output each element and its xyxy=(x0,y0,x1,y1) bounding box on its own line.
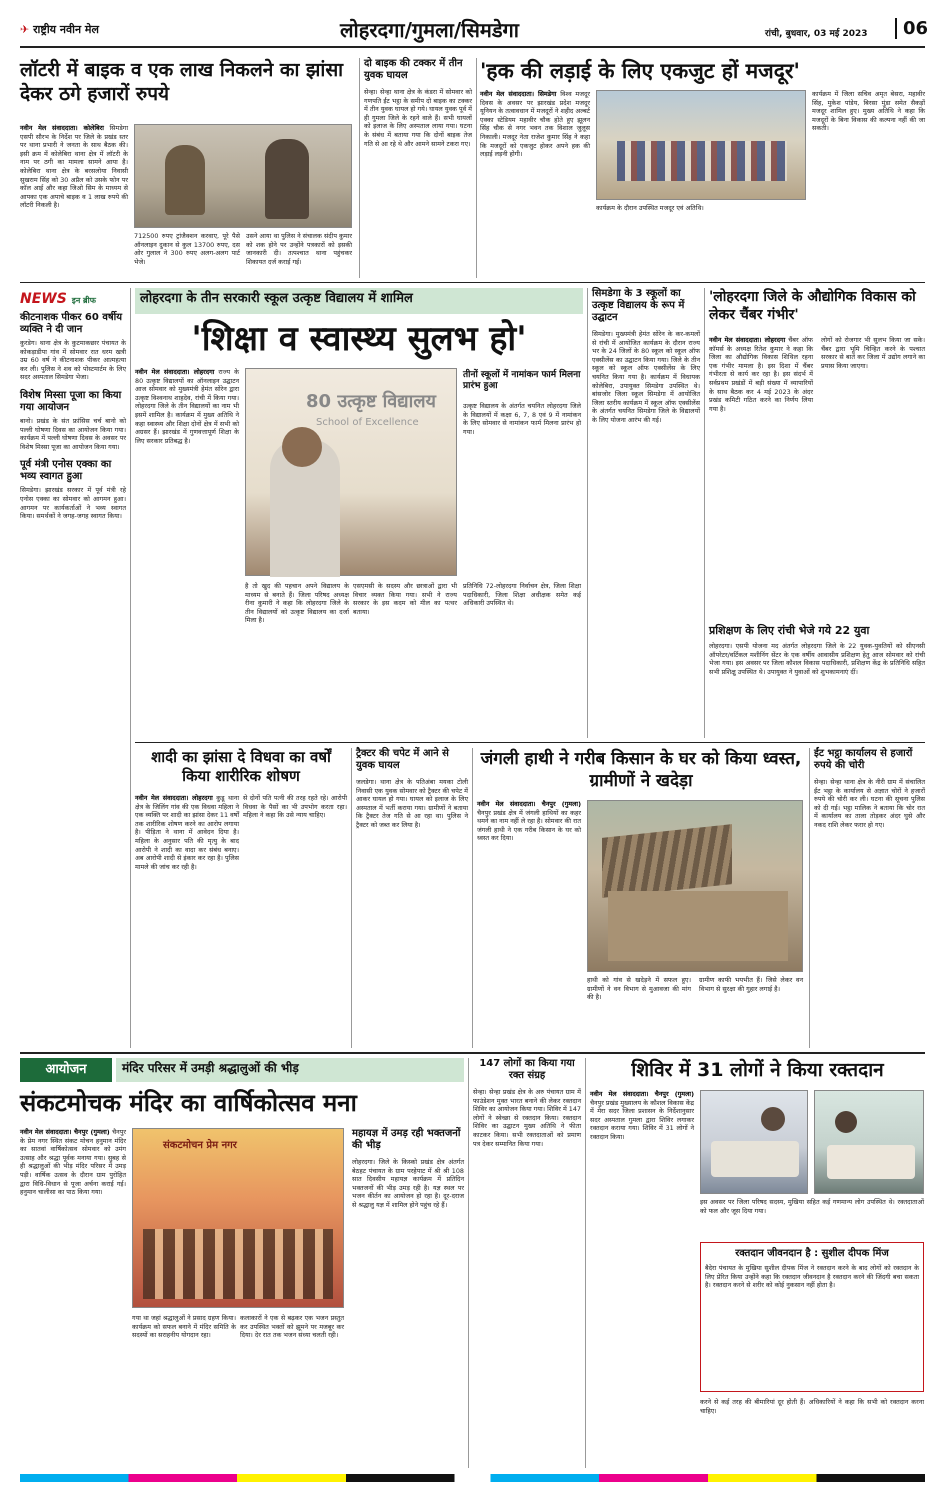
column-rule xyxy=(468,1058,469,1468)
story-text: नवीन मेल संवाददाता। चैनपुर (गुमला) चैनपुर प्रखंड क्षेत्र में जंगली हाथियों का कहर थमने का नाम नहीं ले रहा है। सोमवार की रात जंगली हाथी ने एक गरीब किसान के घर को ध्वस्त कर दिया। xyxy=(477,800,581,843)
headline: 'हक की लड़ाई के लिए एकजुट हों मजदूर' xyxy=(480,59,800,83)
story-text: गया था जहां श्रद्धालुओं ने प्रसाद ग्रहण किया। कार्यक्रम को सफल बनाने में मंदिर समिति के सदस्यों का सराहनीय योगदान रहा। xyxy=(132,1314,236,1340)
section-rule xyxy=(20,1052,925,1054)
side-headline: तीनों स्कूलों में नामांकन फार्म मिलना प्रारंभ हुआ xyxy=(463,370,581,391)
story-text: कार्यक्रम में जिला सचिव अमृत बेसरा, महावीर सिंह, मुकेश पांडेय, बिरसा मुंडा समेत सैकड़ों मजदूर शामिल हुए। मुख्य अतिथि ने कहा कि मजदूरों के बिना विकास की कल्पना नहीं की जा सकती। xyxy=(812,90,925,133)
masthead-rule xyxy=(20,46,925,48)
story-text: सेन्हा। सेन्हा थाना क्षेत्र के कंडरा में सोमवार को गणपति ईंट भट्ठा के समीप दो बाइक का टक्कर में तीन युवक घायल हो गये। घायल युवक पूर्व में ही गुमला जिले के रहने वाले हैं। सभी घायलों को इलाज के लिए अस्पताल लाया गया। घटना के संबंध में बताया गया कि दोनों बाइक तेज गति से आ रहे थे और आमने सामने टकरा गए। xyxy=(364,88,473,148)
story-text: एसएमसी के सदस्य और छात्राओं द्वारा भी विचार व्यक्त किया गया। सभी ने राज्य सरकार के इस कदम को मील का पत्थर बताया। xyxy=(353,582,457,616)
banner-text: School of Excellence xyxy=(316,417,419,428)
column-rule xyxy=(351,748,352,1048)
news-brief-logo: NEWS इन ब्रीफ xyxy=(20,291,96,307)
paper-logo: ✈ राष्ट्रीय नवीन मेल xyxy=(20,23,99,36)
blood-camp-photo xyxy=(814,1090,924,1194)
story-text: हाथी को गांव से खदेड़ने में सफल हुए। ग्रामीणों ने वन विभाग से मुआवजा की मांग की है। xyxy=(587,976,691,1002)
story-text: से दोनों पति पत्नी की तरह रहते रहे। आरोपी विधवा के पैसों का भी उपभोग करता रहा। महिला ने कहा कि उसे न्याय चाहिए। xyxy=(243,794,347,820)
banner-text: संकटमोचन प्रेम नगर xyxy=(163,1140,237,1151)
story-text: नवीन मेल संवाददाता। चैनपुर (गुमला) चैनपुर के प्रेम नगर स्थित संकट मोचन हनुमान मंदिर का सातवां वार्षिकोत्सव सोमवार को उमंग उत्साह और श्रद्धा पूर्वक मनाया गया। सुबह से ही श्रद्धालुओं की भीड़ मंदिर परिसर में उमड़ पड़ी। वार्षिक उत्सव के दौरान ग्राम पुरोहित द्वारा विधि-विधान से पूजा अर्चना कराई गई। हनुमान चालीसा का पाठ किया गया। xyxy=(20,1128,126,1197)
headline: ईंट भट्ठा कार्यालय से हजारों रुपये की चोरी xyxy=(814,748,913,771)
story-text: 712500 रुपए ट्रांजैक्शन करवाए, पूरे पैसे ऑनलाइन दुकान से कुल 13700 रुपए, दस ओर गुलाल ने 300 रुपए अलग-अलग पार्ट भेजे। xyxy=(134,232,240,266)
column-rule xyxy=(476,58,477,278)
brief-text: बानो। प्रखंड के संत फ्रांसिस चर्च बानो को पल्ली घोषणा दिवस का आयोजन किया गया। कार्यक्रम में पल्ली घोषणा दिवस के अवसर पर विशेष मिस्सा पूजा का आयोजन किया गया। xyxy=(20,416,126,451)
column-rule xyxy=(587,288,588,738)
headline: जंगली हाथी ने गरीब किसान के घर को किया ध्वस्त, ग्रामीणों ने खदेड़ा xyxy=(480,749,802,791)
headline: 'लोहरदगा जिले के औद्योगिक विकास को लेकर चैंबर गंभीर' xyxy=(709,289,916,323)
headline: 147 लोगों का किया गया रक्त संग्रह xyxy=(479,1058,575,1081)
headline: दो बाइक की टक्कर में तीन युवक घायल xyxy=(364,58,463,81)
headline: संकटमोचक मंदिर का वार्षिकोत्सव मना xyxy=(20,1089,357,1117)
story-blood-31 xyxy=(590,1058,925,1468)
column-rule xyxy=(585,1058,586,1468)
story-text: नवीन मेल संवाददाता। कोलेबिरा सिमडेगा एसपी सौरभ के निर्देश पर जिले के प्रखंड स्तर पर थाना प्रभारी ने जनता के साथ बैठक की। इसी क्रम में कोलेबिरा थाना क्षेत्र में लॉटरी के नाम पर ठगी का मामला सामने आया है। कोलेबिरा थाना क्षेत्र के बरसलोया निवासी सुखराम सिंह को 30 अप्रैल को उसके फोन पर कॉल आई और कहा जिओ सिम के माध्यम से आपका एक अपाचे बाइक व 1 लाख रुपये की लॉटरी निकली है। xyxy=(20,124,128,210)
story-blood-147 xyxy=(473,1058,581,1468)
column-rule xyxy=(704,288,705,738)
school-event-photo xyxy=(245,368,457,576)
story-text: सिमडेगा। मुख्यमंत्री हेमंत सोरेन के कर-कमलों से रांची में आयोजित कार्यक्रम के दौरान राज्य भर के 24 जिलों के 80 स्कूल को स्कूल ऑफ एक्सीलेंस का उद्घाटन किया गया। जिले के तीन स्कूल को स्कूल ऑफ एक्सीलेंस के लिए चयनित किया गया है। कार्यक्रम में विधायक कोलेबिरा, उपायुक्त सिमडेगा उपस्थित थे। बांसजोर जिला स्कूल सिमडेगा में आयोजित जिला स्तरीय कार्यक्रम में स्कूल ऑफ एक्सीलेंस के अंतर्गत चयनित सिमडेगा जिले के विद्यालयों के लिए योजना आरंभ की गई। xyxy=(592,330,700,424)
story-schools xyxy=(135,318,583,738)
story-chamber xyxy=(709,288,925,618)
temple-photo xyxy=(132,1128,344,1308)
brief-headline: कीटनाशक पीकर 60 वर्षीय व्यक्ति ने दी जान xyxy=(20,312,123,335)
story-text: नवीन मेल संवाददाता। लोहरदगा राज्य के 80 उत्कृष्ट विद्यालयों का ऑनलाइन उद्घाटन आज सोमवार को मुख्यमंत्री हेमंत सोरेन द्वारा उत्कृष्ट विश्वनाथ शाहदेव, रांची में किया गया। लोहरदगा जिले के तीन विद्यालयों का नाम भी इसमें शामिल है। कार्यक्रम में मुख्य अतिथि ने कहा स्वास्थ्य और शिक्षा दोनों क्षेत्र में सभी को अग्रसर हैं। झारखंड में गुणवत्तापूर्ण शिक्षा के लिए सरकार प्रतिबद्ध है। xyxy=(135,368,239,445)
story-text: लोहरदगा। एसपी योजना मद अंतर्गत लोहरदगा जिले के 22 युवक-युवतियों को सीएनसी ऑपरेटर/वर्टिकल मशीनिंग सेंटर के एक वर्षीय आवासीय प्रशिक्षण हेतु आज सोमवार को रांची भेजा गया। इस अवसर पर जिला कौशल विकास पदाधिकारी, प्रशिक्षण केंद्र के प्रतिनिधि सहित सभी प्रशिक्षु उपस्थित थे। उपायुक्त ने युवाओं को शुभकामनाएं दीं। xyxy=(709,642,925,676)
blood-camp-photo xyxy=(700,1090,808,1194)
section-title: लोहरदगा/गुमला/सिमडेगा xyxy=(340,18,519,42)
headline: शादी का झांसा दे विधवा का वर्षों किया शारीरिक शोषण xyxy=(151,748,331,785)
story-text: करने से कई तरह की बीमारियां दूर होती हैं। अधिकारियों ने कहा कि सभी को रक्तदान करना चाहिए। xyxy=(700,1398,924,1415)
headline: लॉटरी में बाइक व एक लाख निकलने का झांसा देकर ठगे हजारों रुपये xyxy=(20,59,344,105)
rally-photo xyxy=(596,90,806,200)
story-lottery xyxy=(20,58,355,278)
news-photo xyxy=(134,124,352,228)
dateline: रांची, बुधवार, 03 मई 2023 xyxy=(765,29,868,39)
side-text: लोहरदगा। जिले के किस्को प्रखंड क्षेत्र अंतर्गत बेठहट पंचायत के ग्राम परहेपाट में श्री श्री 108 सात दिवसीय महायज्ञ कार्यक्रम में प्रतिदिन भक्तजनों की भीड़ उमड़ रही है। यज्ञ स्थल पर भजन कीर्तन का आयोजन हो रहा है। दूर-दराज से श्रद्धालु यज्ञ में शामिल होने पहुंच रहे हैं। xyxy=(352,1158,464,1209)
story-simdega-schools xyxy=(592,288,700,738)
story-text: नवीन मेल संवाददाता। चैनपुर (गुमला) चैनपुर प्रखंड मुख्यालय के कौशल विकास केंद्र में मेरा सदर जिला प्रशासन के निर्देशानुसार सदर अस्पताल गुमला द्वारा शिविर लगाकर रक्तदान कराया गया। शिविर में 31 लोगों ने रक्तदान किया। xyxy=(590,1090,694,1141)
headline: प्रशिक्षण के लिए रांची भेजे गये 22 युवा xyxy=(709,624,870,637)
story-text: कलाकारों ने एक से बढ़कर एक भजन प्रस्तुत कर उपस्थित भक्तों को झूमने पर मजबूर कर दिया। देर रात तक भजन संध्या चलती रही। xyxy=(240,1314,344,1340)
story-text: नवीन मेल संवाददाता। लोहरदगा कुडू थाना क्षेत्र के जिलिंग गांव की एक विधवा महिला ने एक व्यक्ति पर शादी का झांसा देकर 11 वर्षों तक शारीरिक शोषण करने का आरोप लगाया है। पीड़िता ने थाना में आवेदन दिया है। महिला के अनुसार पति की मृत्यु के बाद आरोपी ने शादी का वादा कर संबंध बनाए। अब आरोपी शादी से इंकार कर रहा है। पुलिस मामले की जांच कर रही है। xyxy=(135,794,239,871)
story-text: उसने आया था पुलिस ने संचालक संदीप कुमार को शक होने पर उन्होंने पत्रकारों को इसकी जानकारी दी। तत्पश्चात थाना पहुंचकर शिकायत दर्ज कराई गई। xyxy=(246,232,352,266)
column-rule xyxy=(359,58,360,278)
headline: शिविर में 31 लोगों ने किया रक्तदान xyxy=(631,1059,884,1081)
story-text: कार्यक्रम के दौरान उपस्थित मजदूर एवं अतिथि। xyxy=(596,204,704,212)
section-tag: आयोजन xyxy=(20,1058,112,1082)
story-youth-training xyxy=(709,624,925,738)
story-widow-exploitation xyxy=(135,748,347,1048)
headline: सिमडेगा के 3 स्कूलों का उत्कृष्ट विद्यालय के रूप में उद्घाटन xyxy=(592,288,685,323)
story-text: है तो खुद की पहचान अपने विद्यालय के माध्यम से बनाते हैं। जिला परिषद अध्यक्ष रीना कुमारी ने कहा कि लोहरदगा जिले के तीन विद्यालयों को उत्कृष्ट विद्यालय का दर्जा मिला है। xyxy=(245,582,349,625)
section-rule xyxy=(20,282,925,283)
damaged-house-photo xyxy=(587,800,803,972)
story-bike-collision xyxy=(364,58,472,278)
story-text: नवीन मेल संवाददाता। लोहरदगा चैंबर ऑफ कॉमर्स के अध्यक्ष रितेश कुमार ने कहा कि जिला का औद्योगिक विकास शिथिल रहना एक गंभीर मामला है। इस दिशा में चैंबर गंभीरता से कार्य कर रहा है। इस संदर्भ में सर्वप्रथम प्रखंडों में बड़ी संख्या में व्यापारियों के साथ बैठक कर 4 मई 2023 के अंदर प्रखंड कमिटी गठित करने का निर्णय लिया गया है। xyxy=(709,336,813,413)
story-workers-day xyxy=(480,58,925,278)
quote-text: बैदेरा पंचायत के मुखिया सुशील दीपक मिंज ने रक्तदान करने के बाद लोगों को रक्तदान के लिए प्रेरित किया उन्होंने कहा कि रक्तदान जीवनदान है रक्तदान करने की जिंदगी बचा सकता है। रक्तदान करने से शरीर को कोई नुकसान नहीं होता है। xyxy=(705,1264,919,1290)
story-text: नवीन मेल संवाददाता। सिमडेगा विश्व मजदूर दिवस के अवसर पर झारखंड प्रदेश मजदूर यूनियन के तत्वावधान में मजदूरों ने शहीद अल्बर्ट एक्का स्टेडियम महावीर चौक होते हुए झूलन सिंह चौक से नगर भवन तक विशाल जुलूस निकाली। मजदूर नेता राजेश कुमार सिंह ने कहा कि मजदूरों को एकजुट होकर अपने हक की लड़ाई लड़नी होगी। xyxy=(480,90,590,159)
news-in-brief xyxy=(20,288,126,1048)
brief-text: कुरडेग। थाना क्षेत्र के कुटमाकछार पंचायत के कोकड़ाडीपा गांव में सोमवार रात धरम खत्री उम्र 60 वर्ष ने कीटनाशक पीकर आत्महत्या कर ली। पुलिस ने शव को पोस्टमार्टम के लिए सदर अस्पताल सिमडेगा भेजा। xyxy=(20,339,126,382)
story-text: ग्रामीण काफी भयभीत हैं। जिसे लेकर वन विभाग से सुरक्षा की गुहार लगाई है। xyxy=(699,976,803,993)
story-text: जलडेगा। थाना क्षेत्र के पतिअंबा मयका टोली निवासी एक युवक सोमवार को ट्रैक्टर की चपेट में आकर घायल हो गया। घायल को इलाज के लिए अस्पताल में भर्ती कराया गया। ग्रामीणों ने बताया कि ट्रैक्टर तेज गति से आ रहा था। पुलिस ने ट्रैक्टर को जब्त कर लिया है। xyxy=(356,778,468,829)
headline: 'शिक्षा व स्वास्थ्य सुलभ हो' xyxy=(191,319,527,359)
masthead xyxy=(20,14,929,46)
side-text: प्रतिनिधि 72-लोहरदगा निर्वाचन क्षेत्र, जिला शिक्षा पदाधिकारी, जिला शिक्षा अधीक्षक समेत कई अधिकारी उपस्थित थे। xyxy=(463,582,581,608)
story-temple xyxy=(20,1088,464,1468)
eagle-icon: ✈ xyxy=(20,23,30,36)
quote-box xyxy=(700,1242,924,1392)
band-headline: लोहरदगा के तीन सरकारी स्कूल उत्कृष्ट विद्यालय में शामिल xyxy=(140,291,413,306)
page-number: 06 xyxy=(895,18,928,39)
story-text: इस अवसर पर जिला परिषद सदस्य, मुखिया सहित कई गणमान्य लोग उपस्थित थे। रक्तदाताओं को फल और जूस दिया गया। xyxy=(700,1198,924,1215)
banner-text: 80 उत्कृष्ट विद्यालय xyxy=(306,391,436,412)
side-headline: महायज्ञ में उमड़ रही भक्तजनों की भीड़ xyxy=(352,1128,461,1151)
story-tractor-accident xyxy=(356,748,468,1048)
side-text: उत्कृष्ट विद्यालय के अंतर्गत चयनित लोहरदगा जिले के विद्यालयों में कक्षा 6, 7, 8 एवं 9 में नामांकन के लिए सोमवार से नामांकन फार्म मिलना प्रारंभ हो गया। xyxy=(463,402,581,436)
brief-headline: पूर्व मंत्री एनोस एक्का का भव्य स्वागत हुआ xyxy=(20,459,112,483)
story-elephant xyxy=(477,748,805,1048)
story-text: सेन्हा। सेन्हा थाना क्षेत्र के नीरी ग्राम में संचालित ईंट भट्ठा के कार्यालय से अज्ञात चोरों ने हजारों रुपये की चोरी कर ली। घटना की सूचना पुलिस को दी गई। भट्ठा मालिक ने बताया कि चोर रात में कार्यालय का ताला तोड़कर अंदर घुसे और नकद राशि लेकर फरार हो गए। xyxy=(814,778,925,829)
brief-headline: विशेष मिस्सा पूजा का किया गया आयोजन xyxy=(20,389,122,413)
column-rule xyxy=(472,748,473,1048)
headline: ट्रैक्टर की चपेट में आने से युवक घायल xyxy=(356,748,449,771)
column-rule xyxy=(130,288,131,1048)
section-rule xyxy=(135,742,925,743)
story-kiln-theft xyxy=(814,748,925,1048)
band-headline: मंदिर परिसर में उमड़ी श्रद्धालुओं की भीड़ xyxy=(122,1061,299,1075)
quote-headline: रक्तदान जीवनदान है : सुशील दीपक मिंज xyxy=(735,1248,889,1259)
story-text: लोगों को रोजगार भी सुलभ किया जा सके। चैंबर द्वारा भूमि चिन्हित करने के पश्चात सरकार से बातें कर जिला में उद्योग लगाने का प्रयास किया जाएगा। xyxy=(821,336,925,370)
column-rule xyxy=(809,748,810,1048)
registration-bar xyxy=(20,1474,925,1482)
story-text: सेन्हा। सेन्हा प्रखंड क्षेत्र के अरु पंचायत ग्राम में फाउंडेशन मुक्त भारत बनाने की लेकर रक्तदान शिविर का आयोजन किया गया। शिविर में 147 लोगों ने स्वेच्छा से रक्तदान किया। रक्तदान शिविर का उद्घाटन मुख्य अतिथि ने फीता काटकर किया। सभी रक्तदाताओं को प्रमाण पत्र देकर सम्मानित किया गया। xyxy=(473,1088,581,1148)
brief-text: सिमडेगा। झारखंड सरकार में पूर्व मंत्री रहे एनोस एक्का का सोमवार को आगमन हुआ। आगमन पर कार्यकर्ताओं ने भव्य स्वागत किया। समर्थकों ने जगह-जगह स्वागत किया। xyxy=(20,486,126,521)
